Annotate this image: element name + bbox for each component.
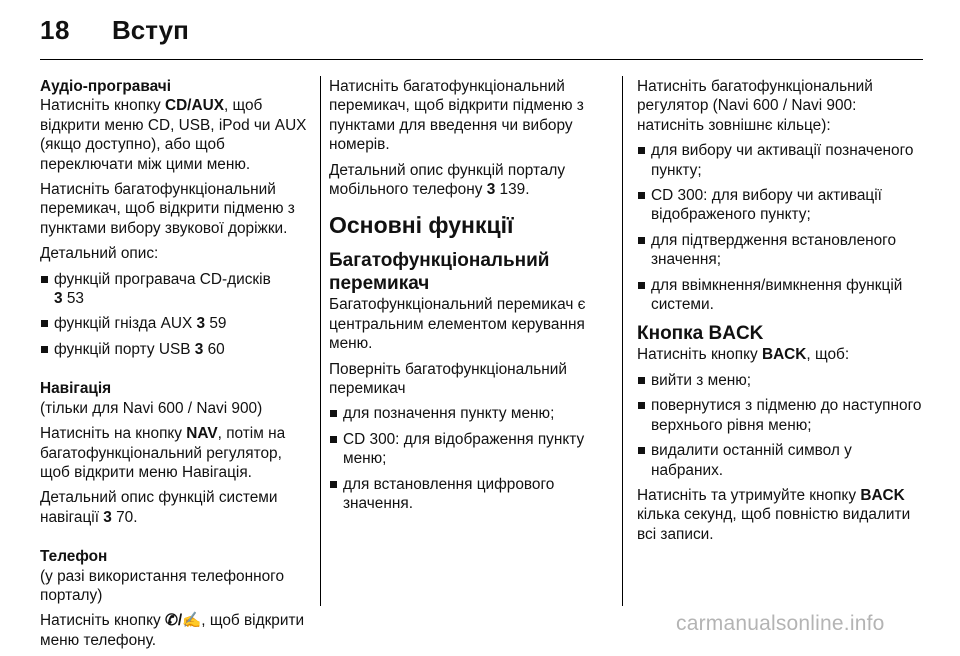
nav-p1-text-end: , потім на багатофункціональний регулятор, щоб відкрити меню Навігація.: [40, 425, 286, 481]
nav-p2-text: Детальний опис функцій системи навігації: [40, 489, 278, 526]
audio-heading: Аудіо-програвачі: [40, 78, 171, 95]
list-item: для ввімкнення/вимкнення функцій системи.: [637, 276, 925, 315]
back-button-label: BACK: [761, 346, 807, 364]
column-divider-1: [320, 76, 321, 606]
phone-p3-text: Детальний опис функцій порталу мобільного телефону: [329, 161, 566, 199]
page-reference-link[interactable]: 70.: [116, 508, 138, 526]
audio-paragraph-1: [40, 96, 312, 174]
phone-paragraph-2: Натисніть багатофункціональний перемикач, щоб відкрити підменю з пунктами для введення чи вибору номерів.: [329, 78, 584, 154]
audio-paragraph-3: Детальний опис:: [40, 245, 159, 263]
phone-heading: Телефон: [40, 548, 108, 566]
press-list: [637, 141, 925, 314]
column-right: [637, 77, 925, 550]
reference-arrow-icon: 3: [486, 181, 496, 199]
watermark: carmanualsonline.info: [676, 612, 885, 635]
reference-arrow-icon: 3: [194, 340, 204, 358]
audio-p1-text: Натисніть кнопку: [40, 97, 165, 115]
navigation-subheading: (тільки для Navi 600 / Navi 900): [40, 399, 263, 417]
navigation-paragraph-2: [40, 488, 312, 527]
multifunction-heading: Багатофункціональний перемикач: [329, 250, 550, 295]
back-paragraph-2: [637, 486, 925, 544]
page-reference-link[interactable]: 53: [66, 290, 84, 308]
back-button-label: BACK: [860, 486, 905, 504]
phone-paragraph-1: [40, 611, 312, 650]
reference-arrow-icon: 3: [196, 315, 206, 333]
page-number: 18: [40, 15, 70, 45]
list-item: для встановлення цифрового значення.: [329, 475, 613, 514]
audio-p1-text-end: , щоб відкрити меню CD, USB, iPod чи AUX (якщо доступно), або щоб переключати між цими меню.: [40, 97, 307, 173]
list-item: для позначення пункту меню;: [329, 404, 613, 423]
list-item: [40, 270, 312, 309]
phone-subheading: (у разі використання телефонного порталу): [40, 567, 285, 604]
back-paragraph-1: [637, 345, 925, 364]
back-p1-text-end: , щоб:: [806, 346, 850, 364]
multifunction-list: [329, 404, 613, 513]
list-item: для вибору чи активації позначеного пункту;: [637, 141, 925, 180]
back-p1-text: Натисніть кнопку: [637, 346, 762, 364]
list-item: видалити останній символ у набраних.: [637, 441, 925, 480]
list-item: [40, 340, 312, 359]
back-p2-text-end: кілька секунд, щоб повністю видалити всі записи.: [637, 506, 911, 543]
phone-paragraph-3: [329, 161, 613, 200]
list-item: повернутися з підменю до наступного верхнього рівня меню;: [637, 396, 925, 435]
back-list: [637, 371, 925, 480]
section-title: Основні функції: [329, 212, 514, 239]
list-item-text: функцій гнізда AUX: [54, 315, 197, 333]
page-title: Вступ: [112, 15, 189, 45]
multifunction-paragraph-1: Багатофункціональний перемикач є центральним елементом керування меню.: [329, 296, 586, 353]
reference-arrow-icon: 3: [103, 508, 112, 526]
page-reference-link[interactable]: 60: [207, 340, 225, 358]
reference-arrow-icon: 3: [54, 290, 63, 308]
phone-icon: ✆/✍: [164, 612, 202, 630]
navigation-paragraph-1: [40, 424, 312, 482]
column-left: [40, 77, 312, 656]
page-reference-link[interactable]: 139.: [499, 181, 530, 199]
page-reference-link[interactable]: 59: [209, 315, 227, 333]
column-divider-2: [622, 76, 623, 606]
cd-aux-button-label: CD/AUX: [164, 97, 224, 115]
list-item-text: функцій програвача CD-дисків: [54, 270, 271, 288]
phone-p1-text-end: , щоб відкрити меню телефону.: [40, 612, 305, 649]
list-item: [40, 314, 312, 333]
list-item: CD 300: для відображення пункту меню;: [329, 430, 613, 469]
audio-paragraph-2: Натисніть багатофункціональний перемикач, щоб відкрити підменю з пунктами вибору звукової доріжки.: [40, 181, 295, 237]
back-p2-text: Натисніть та утримуйте кнопку: [637, 486, 861, 504]
multifunction-paragraph-2: Поверніть багатофункціональний перемикач: [329, 360, 567, 398]
list-item: для підтвердження встановленого значення;: [637, 231, 925, 270]
list-item: вийти з меню;: [637, 371, 925, 390]
navigation-heading: Навігація: [40, 380, 112, 398]
phone-p1-text: Натисніть кнопку: [40, 612, 165, 630]
press-paragraph: Натисніть багатофункціональний регулятор (Navi 600 / Navi 900: натисніть зовнішнє кільце):: [637, 78, 873, 134]
nav-button-label: NAV: [186, 425, 218, 443]
audio-reference-list: [40, 270, 312, 360]
nav-p1-text: Натисніть на кнопку: [40, 425, 187, 443]
back-heading: Кнопка BACK: [637, 323, 764, 345]
list-item: CD 300: для вибору чи активації відображеного пункту;: [637, 186, 925, 225]
list-item-text: функцій порту USB: [54, 340, 195, 358]
column-middle: [329, 77, 613, 520]
header-rule: [40, 59, 923, 60]
